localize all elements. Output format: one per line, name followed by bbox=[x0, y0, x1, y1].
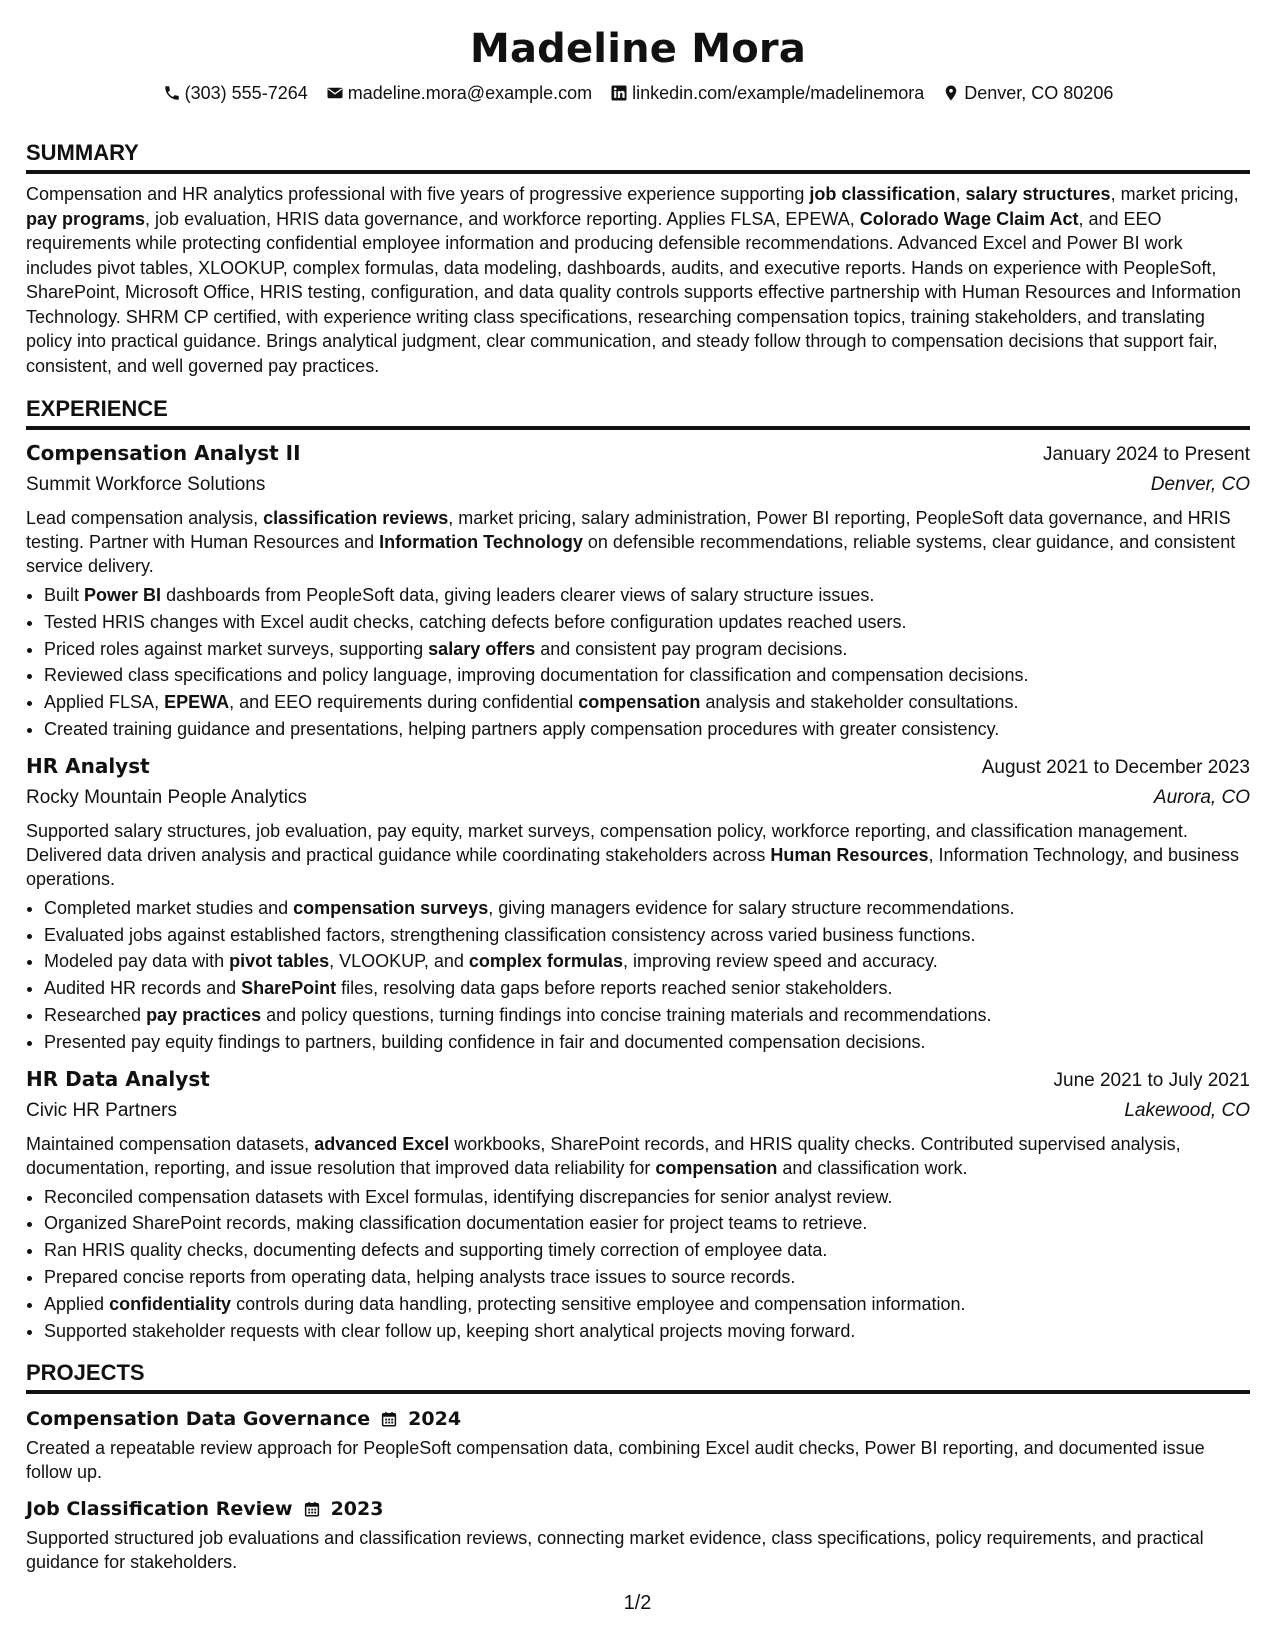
job-bullets bbox=[26, 1184, 1250, 1345]
location-icon bbox=[942, 84, 960, 102]
job-location: Lakewood, CO bbox=[1124, 1099, 1250, 1121]
project-year: 2024 bbox=[408, 1408, 462, 1431]
bold-keyword: SharePoint bbox=[241, 978, 337, 999]
job-company: Summit Workforce Solutions bbox=[26, 474, 266, 495]
contact-email bbox=[326, 80, 592, 106]
bold-keyword: confidentiality bbox=[109, 1293, 232, 1314]
job-dates: June 2021 to July 2021 bbox=[1053, 1069, 1250, 1091]
linkedin-icon bbox=[610, 84, 628, 102]
job-bullet: • Reconciled compensation datasets with Excel formulas, identifying discrepancies for senior analyst review. bbox=[44, 1184, 1250, 1211]
bold-keyword: Human Resources bbox=[770, 844, 929, 865]
job-location: Denver, CO bbox=[1150, 474, 1250, 495]
bold-keyword: Colorado Wage Claim Act bbox=[859, 208, 1079, 229]
job-summary: Maintained compensation datasets, advanced Excel workbooks, SharePoint records, and HRIS quality checks. Contributed supervised analysis, documentation, reporting, and issue resolution that improved data reliability for compensation and classification work. bbox=[26, 1133, 1181, 1178]
bold-keyword: advanced Excel bbox=[314, 1133, 450, 1154]
job-bullet: • Researched pay practices and policy questions, turning findings into concise training materials and recommendations. bbox=[44, 1002, 1250, 1029]
job-bullet: • Priced roles against market surveys, supporting salary offers and consistent pay program decisions. bbox=[44, 636, 1250, 663]
job-dates: January 2024 to Present bbox=[1042, 444, 1250, 465]
job-bullet: • Applied FLSA, EPEWA, and EEO requirements during confidential compensation analysis and stakeholder consultations. bbox=[44, 689, 1250, 716]
job-entry bbox=[26, 1064, 1250, 1345]
bold-keyword: pivot tables bbox=[229, 951, 330, 972]
bold-keyword: compensation bbox=[578, 692, 701, 713]
job-bullet: • Applied confidentiality controls during data handling, protecting sensitive employee and compensation information. bbox=[44, 1291, 1250, 1318]
job-dates: August 2021 to December 2023 bbox=[981, 756, 1250, 778]
section-title-experience: EXPERIENCE bbox=[26, 396, 1250, 430]
page-number: 1/2 bbox=[623, 1592, 652, 1614]
project-description: Created a repeatable review approach for PeopleSoft compensation data, combining Excel audit checks, Power BI reporting, and documented issue follow up. bbox=[26, 1438, 1205, 1483]
section-title-summary: SUMMARY bbox=[26, 140, 1250, 174]
job-title: Compensation Analyst II bbox=[26, 441, 301, 465]
job-bullet: • Supported stakeholder requests with clear follow up, keeping short analytical projects moving forward. bbox=[44, 1318, 1250, 1345]
project-entry bbox=[26, 1494, 1250, 1574]
candidate-name: Madeline Mora bbox=[469, 26, 807, 72]
bold-keyword: EPEWA bbox=[164, 692, 230, 713]
calendar-icon bbox=[303, 1500, 321, 1518]
project-name: Job Classification Review bbox=[26, 1498, 293, 1521]
bold-keyword: compensation surveys bbox=[293, 897, 489, 918]
calendar-icon bbox=[380, 1410, 398, 1428]
job-bullet: • Evaluated jobs against established factors, strengthening classification consistency across varied business functions. bbox=[44, 922, 1250, 949]
bold-keyword: salary structures bbox=[965, 184, 1111, 204]
job-bullet: • Created training guidance and presentations, helping partners apply compensation procedures with greater consistency. bbox=[44, 716, 1250, 743]
project-year: 2023 bbox=[330, 1498, 384, 1521]
contact-phone bbox=[163, 80, 308, 106]
email-icon bbox=[326, 84, 344, 102]
job-entry bbox=[26, 438, 1250, 743]
job-bullet: • Ran HRIS quality checks, documenting defects and supporting timely correction of employee data. bbox=[44, 1237, 1250, 1264]
job-bullet: • Reviewed class specifications and policy language, improving documentation for classification and compensation decisions. bbox=[44, 662, 1250, 689]
job-company: Rocky Mountain People Analytics bbox=[26, 786, 307, 808]
bold-keyword: classification reviews bbox=[263, 508, 449, 528]
experience-section bbox=[26, 396, 1250, 1344]
job-summary: Lead compensation analysis, classification reviews, market pricing, salary administration, Power BI reporting, PeopleSoft data governance, and HRIS testing. Partner with Human Resources and Information Technology on defensible recommendations, reliable systems, clear guidance, and consistent service delivery. bbox=[26, 508, 1236, 576]
location-text: Denver, CO 80206 bbox=[964, 83, 1114, 103]
job-bullet: • Audited HR records and SharePoint files, resolving data gaps before reports reached senior stakeholders. bbox=[44, 975, 1250, 1002]
summary-text: Compensation and HR analytics professional with five years of progressive experience supporting job classification, salary structures, market pricing, pay programs, job evaluation, HRIS data governance, and workforce reporting. Applies FLSA, EPEWA, Colorado Wage Claim Act, and EEO requirements while protecting confidential employee information and producing defensible recommendations. Advanced Excel and Power BI work includes pivot tables, XLOOKUP, complex formulas, data modeling, dashboards, audits, and executive reports. Hands on experience with PeopleSoft, SharePoint, Microsoft Office, HRIS testing, configuration, and data quality controls supports effective partnership with Human Resources and Information Technology. SHRM CP certified, with experience writing class specifications, researching compensation topics, training stakeholders, and translating policy into practical guidance. Brings analytical judgment, clear communication, and steady follow through to compensation decisions that support fair, consistent, and well governed pay practices. bbox=[26, 184, 1241, 376]
job-bullets bbox=[26, 582, 1250, 743]
project-name: Compensation Data Governance bbox=[26, 1408, 371, 1431]
job-location: Aurora, CO bbox=[1153, 786, 1250, 808]
bold-keyword: job classification bbox=[809, 184, 956, 204]
projects-section bbox=[26, 1360, 1250, 1574]
summary-section bbox=[26, 140, 1250, 378]
bold-keyword: complex formulas bbox=[468, 951, 623, 972]
job-summary: Supported salary structures, job evaluation, pay equity, market surveys, compensation policy, workforce reporting, and classification management. Delivered data driven analysis and practical guidance while coordinating stakeholders across Human Resources, Information Technology, and business operations. bbox=[26, 820, 1240, 889]
contact-linkedin bbox=[610, 80, 924, 106]
phone-text[interactable]: (303) 555-7264 bbox=[184, 83, 308, 103]
project-entry bbox=[26, 1404, 1250, 1484]
project-description: Supported structured job evaluations and classification reviews, connecting market evidence, class specifications, policy requirements, and practical guidance for stakeholders. bbox=[26, 1528, 1204, 1573]
email-text[interactable]: madeline.mora@example.com bbox=[347, 83, 593, 103]
bold-keyword: Information Technology bbox=[379, 532, 583, 552]
phone-icon bbox=[163, 84, 181, 102]
job-bullet: • Built Power BI dashboards from PeopleSoft data, giving leaders clearer views of salary structure issues. bbox=[44, 582, 1250, 609]
job-title: HR Analyst bbox=[26, 753, 150, 778]
job-bullet: • Completed market studies and compensation surveys, giving managers evidence for salary structure recommendations. bbox=[44, 895, 1250, 922]
job-bullet: • Modeled pay data with pivot tables, VLOOKUP, and complex formulas, improving review speed and accuracy. bbox=[44, 948, 1250, 975]
job-bullet: • Prepared concise reports from operating data, helping analysts trace issues to source records. bbox=[44, 1264, 1250, 1291]
bold-keyword: pay programs bbox=[26, 208, 146, 229]
bold-keyword: pay practices bbox=[146, 1004, 262, 1025]
bold-keyword: salary offers bbox=[428, 638, 536, 659]
job-bullet: • Presented pay equity findings to partners, building confidence in fair and documented compensation decisions. bbox=[44, 1029, 1250, 1056]
job-company: Civic HR Partners bbox=[26, 1099, 177, 1121]
contact-bar bbox=[26, 80, 1250, 106]
job-entry bbox=[26, 751, 1250, 1056]
section-title-projects: PROJECTS bbox=[26, 1360, 1250, 1394]
contact-location bbox=[942, 80, 1113, 106]
bold-keyword: compensation bbox=[655, 1157, 778, 1178]
resume-page bbox=[26, 20, 1250, 1574]
job-title: HR Data Analyst bbox=[26, 1066, 210, 1091]
bold-keyword: Power BI bbox=[84, 585, 162, 605]
linkedin-text[interactable]: linkedin.com/example/madelinemora bbox=[632, 83, 925, 103]
job-bullet: • Tested HRIS changes with Excel audit checks, catching defects before configuration updates reached users. bbox=[44, 609, 1250, 636]
job-bullet: • Organized SharePoint records, making classification documentation easier for project teams to retrieve. bbox=[44, 1210, 1250, 1237]
job-bullets bbox=[26, 895, 1250, 1056]
